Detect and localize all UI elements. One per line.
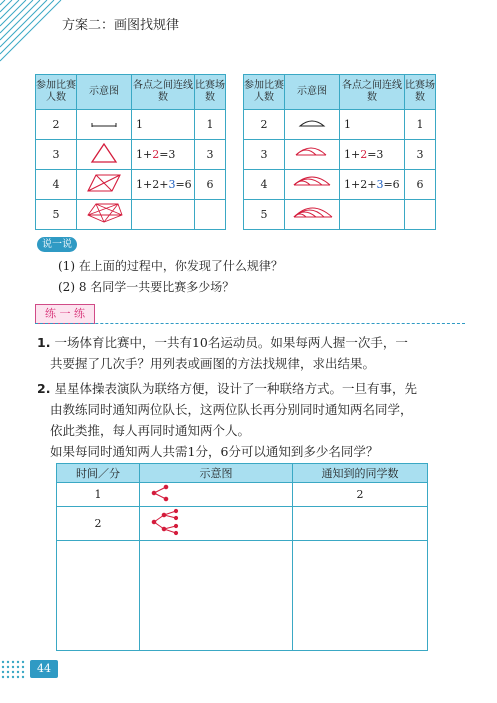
diagram-triangle: [77, 140, 132, 170]
cell-n: 5: [244, 200, 285, 230]
cell-empty: [57, 541, 140, 651]
problem-1-line1: 一场体育比赛中，一共有10名运动员。如果每两人握一次手，一: [54, 335, 408, 350]
header-participants: 参加比赛人数: [244, 75, 285, 110]
header-diagram: 示意图: [140, 464, 293, 483]
cell-empty: [140, 541, 293, 651]
cell-n: 2: [244, 110, 285, 140]
question-2: (2) 8 名同学一共要比赛多少场？: [58, 280, 235, 294]
cell-n: 4: [36, 170, 77, 200]
cell-matches: 1: [405, 110, 436, 140]
problem-2-number: 2.: [37, 381, 51, 396]
diagram-pentagon: [77, 200, 132, 230]
exercise-label: 练 一 练: [35, 304, 95, 324]
cell-n: 2: [36, 110, 77, 140]
arc-diagram-2: [285, 140, 340, 170]
cell-n: 4: [244, 170, 285, 200]
discuss-badge: 说一说: [37, 237, 77, 252]
problem-1-line2: 共要握了几次手？用列表或画图的方法找规律，求出结果。: [50, 356, 376, 371]
table-row: [36, 170, 226, 200]
tree-diagram-2: [140, 507, 293, 541]
arc-diagram-4: [285, 200, 340, 230]
cell-matches: 6: [405, 170, 436, 200]
cell-calc: 1+2+3=6: [132, 170, 195, 200]
problem-2-line4: 如果每同时通知两人共需1分，6分可以通知到多少名同学？: [50, 444, 379, 459]
cell-calc: 1+2=3: [132, 140, 195, 170]
arc-diagram-1: [285, 110, 340, 140]
cell-time: 1: [57, 483, 140, 507]
diagram-2-points: [77, 110, 132, 140]
header-matches: 比赛场数: [195, 75, 226, 110]
cell-calc: [340, 200, 405, 230]
cell-matches: [195, 200, 226, 230]
cell-calc: 1: [340, 110, 405, 140]
header-matches: 比赛场数: [405, 75, 436, 110]
page-dots-decoration: [0, 658, 30, 680]
cell-time: 2: [57, 507, 140, 541]
section-heading: 方案二：画图找规律: [62, 18, 180, 33]
cell-matches: 1: [195, 110, 226, 140]
cell-calc: 1: [132, 110, 195, 140]
header-diagram: 示意图: [77, 75, 132, 110]
problem-1-number: 1.: [37, 335, 51, 350]
table-row: [57, 483, 428, 507]
cell-calc: [132, 200, 195, 230]
header-lines: 各点之间连线数: [132, 75, 195, 110]
cell-n: 3: [244, 140, 285, 170]
cell-n: 5: [36, 200, 77, 230]
table-row: [36, 140, 226, 170]
question-1: (1) 在上面的过程中，你发现了什么规律？: [58, 259, 283, 273]
header-time: 时间／分: [57, 464, 140, 483]
left-table: [35, 74, 226, 230]
problem-2-line3: 依此类推，每人再同时通知两个人。: [50, 423, 251, 438]
cell-matches: [405, 200, 436, 230]
table-row: [36, 200, 226, 230]
cell-calc: 1+2=3: [340, 140, 405, 170]
cell-count: [293, 507, 428, 541]
table-row: [244, 200, 436, 230]
header-participants: 参加比赛人数: [36, 75, 77, 110]
cell-n: 3: [36, 140, 77, 170]
table-row: [57, 507, 428, 541]
table-row: [244, 140, 436, 170]
notification-table: [56, 463, 428, 651]
problem-2-line2: 由教练同时通知两位队长，这两位队长再分别同时通知两名同学，: [50, 402, 413, 417]
cell-empty: [293, 541, 428, 651]
problem-2-line1: 星星体操表演队为联络方便，设计了一种联络方式。一旦有事，先: [54, 381, 417, 396]
problem-1: [37, 332, 408, 374]
cell-matches: 3: [195, 140, 226, 170]
cell-matches: 6: [195, 170, 226, 200]
table-row: [244, 110, 436, 140]
header-lines: 各点之间连线数: [340, 75, 405, 110]
tree-diagram-1: [140, 483, 293, 507]
cell-calc: 1+2+3=6: [340, 170, 405, 200]
header-count: 通知到的同学数: [293, 464, 428, 483]
arc-diagram-3: [285, 170, 340, 200]
cell-count: 2: [293, 483, 428, 507]
corner-decoration: [0, 0, 70, 70]
problem-2: [37, 378, 417, 462]
divider: [35, 323, 465, 324]
table-row: [36, 110, 226, 140]
header-diagram: 示意图: [285, 75, 340, 110]
page-number: 44: [30, 660, 58, 678]
right-table: [243, 74, 436, 230]
table-row-empty: [57, 541, 428, 651]
diagram-quadrilateral: [77, 170, 132, 200]
table-row: [244, 170, 436, 200]
cell-matches: 3: [405, 140, 436, 170]
